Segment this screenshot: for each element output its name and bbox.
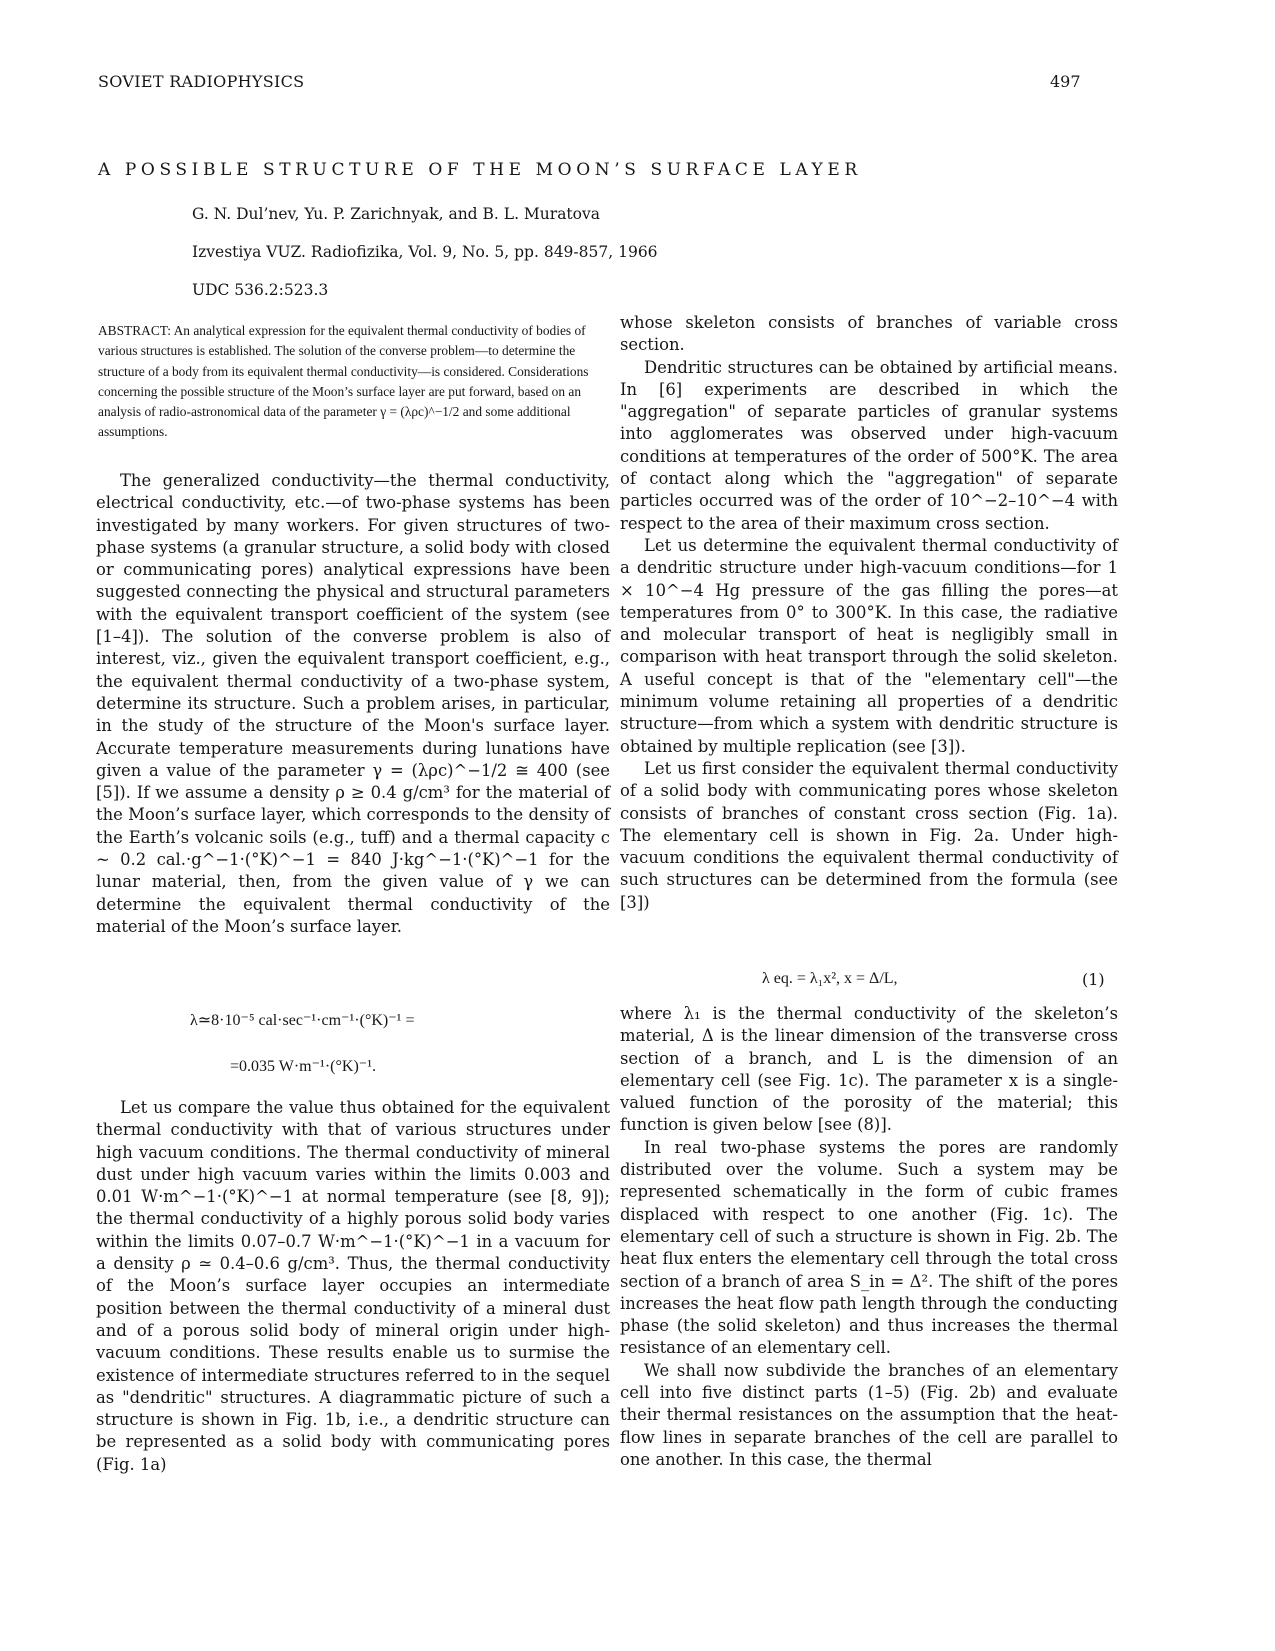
journal-name: SOVIET RADIOPHYSICS [98,72,305,91]
right-paragraph-2: Dendritic structures can be obtained by artificial means. In [6] experiments are described in which the "aggregation" of separate particles of granular systems into agglomerates was observed under high-vacuum conditions at temperatures of the order of 500°K. The area of contact along which the "aggregation" of separate particles occurred was of the order of 10^−2–10^−4 with respect to the area of their maximum cross section. [620,357,1118,533]
right-paragraph-1: whose skeleton consists of branches of variable cross section. [620,313,1118,355]
left-paragraph-1 [96,470,610,938]
left-paragraph-2 [96,1097,610,1476]
article-title: A POSSIBLE STRUCTURE OF THE MOON’S SURFACE LAYER [98,160,862,180]
right-paragraph-7: We shall now subdivide the branches of an elementary cell into five distinct parts (1–5) (Fig. 2b) and evaluate their thermal resistances on the assumption that the heat-flow lines in separate branches of the cell are parallel to one another. In this case, the thermal [620,1360,1118,1469]
article-authors: G. N. Dul’nev, Yu. P. Zarichnyak, and B. L. Muratova [192,205,600,223]
right-paragraph-4: Let us first consider the equivalent thermal conductivity of a solid body with communicating pores whose skeleton consists of branches of constant cross section (Fig. 1a). The elementary cell is shown in Fig. 2a. Under high-vacuum conditions the equivalent thermal conductivity of such structures can be determined from the formula (see [3]) [620,758,1118,912]
abstract: ABSTRACT: An analytical expression for the equivalent thermal conductivity of bodies of various structures is established. The solution of the converse problem—to determine the structure of a body from its equivalent thermal conductivity—is considered. Considerations concerning the possible structure of the Moon’s surface layer are put forward, based on an analysis of radio-astronomical data of the parameter γ = (λρc)^−1/2 and some additional assumptions. [98,323,589,440]
equation-lambda-line-1: λ≃8·10⁻⁵ cal·sec⁻¹·cm⁻¹·(°K)⁻¹ = [190,1012,415,1029]
left-paragraph-1-text: The generalized conductivity—the thermal conductivity, electrical conductivity, etc.—of two-phase systems has been investigated by many workers. For given structures of two-phase systems (a granular structure, a solid body with closed or communicating pores) analytical expressions have been suggested connecting the physical and structural parameters with the equivalent transport coefficient of the system (see [1–4]). The solution of the converse problem is also of interest, viz., given the equivalent transport coefficient, e.g., the equivalent thermal conductivity of a two-phase system, determine its structure. Such a problem arises, in particular, in the study of the structure of the Moon's surface layer. Accurate temperature measurements during lunations have given a value of the parameter γ = (λρc)^−1/2 ≅ 400 (see [5]). If we assume a density ρ ≥ 0.4 g/cm³ for the material of the Moon’s surface layer, which corresponds to the density of the Earth’s volcanic soils (e.g., tuff) and a thermal capacity c ~ 0.2 cal.·g^−1·(°K)^−1 = 840 J·kg^−1·(°K)^−1 for the lunar material, then, from the given value of γ we can determine the equivalent thermal conductivity of the material of the Moon’s surface layer. [96,471,610,936]
right-column-top [620,312,1118,914]
right-paragraph-3: Let us determine the equivalent thermal conductivity of a dendritic structure under high-vacuum conditions—for 1 × 10^−4 Hg pressure of the gas filling the pores—at temperatures from 0° to 300°K. In this case, the radiative and molecular transport of heat is negligibly small in comparison with heat transport through the solid skeleton. A useful concept is that of the "elementary cell"—the minimum volume retaining all properties of a dendritic structure—from which a system with dendritic structure is obtained by multiple replication (see [3]). [620,535,1118,756]
right-column-bottom [620,1003,1118,1471]
page-number: 497 [1050,72,1081,91]
right-paragraph-6: In real two-phase systems the pores are randomly distributed over the volume. Such a system may be represented schematically in the form of cubic frames displaced with respect to one another (Fig. 1c). The elementary cell of such a structure is shown in Fig. 2b. The heat flux enters the elementary cell through the total cross section of a branch of area S_in = Δ². The shift of the pores increases the heat flow path length through the conducting phase (the solid skeleton) and thus increases the thermal resistance of an elementary cell. [620,1137,1118,1358]
article-udc: UDC 536.2:523.3 [192,281,329,299]
right-paragraph-5: where λ₁ is the thermal conductivity of the skeleton’s material, Δ is the linear dimension of the transverse cross section of a branch, and L is the dimension of an elementary cell (see Fig. 1c). The parameter x is a single-valued function of the porosity of the material; this function is given below [see (8)]. [620,1004,1118,1135]
left-paragraph-2-text: Let us compare the value thus obtained for the equivalent thermal conductivity with that of various structures under high vacuum conditions. The thermal conductivity of mineral dust under high vacuum varies within the limits 0.003 and 0.01 W·m^−1·(°K)^−1 at normal temperature (see [8, 9]); the thermal conductivity of a highly porous solid body varies within the limits 0.07–0.7 W·m^−1·(°K)^−1 in a vacuum for a density ρ ≃ 0.4–0.6 g/cm³. Thus, the thermal conductivity of the Moon’s surface layer occupies an intermediate position between the thermal conductivity of a mineral dust and of a porous solid body of mineral origin under high-vacuum conditions. These results enable us to surmise the existence of intermediate structures referred to in the sequel as "dendritic" structures. A diagrammatic picture of such a structure is shown in Fig. 1b, i.e., a dendritic structure can be represented as a solid body with communicating pores (Fig. 1a) [96,1098,610,1474]
equation-1-number: (1) [1082,970,1105,989]
equation-1: λ eq. = λ₁x², x = Δ/L, [762,970,898,987]
article-source: Izvestiya VUZ. Radiofizika, Vol. 9, No. 5, pp. 849-857, 1966 [192,243,658,261]
equation-lambda-line-2: =0.035 W·m⁻¹·(°K)⁻¹. [230,1058,377,1075]
